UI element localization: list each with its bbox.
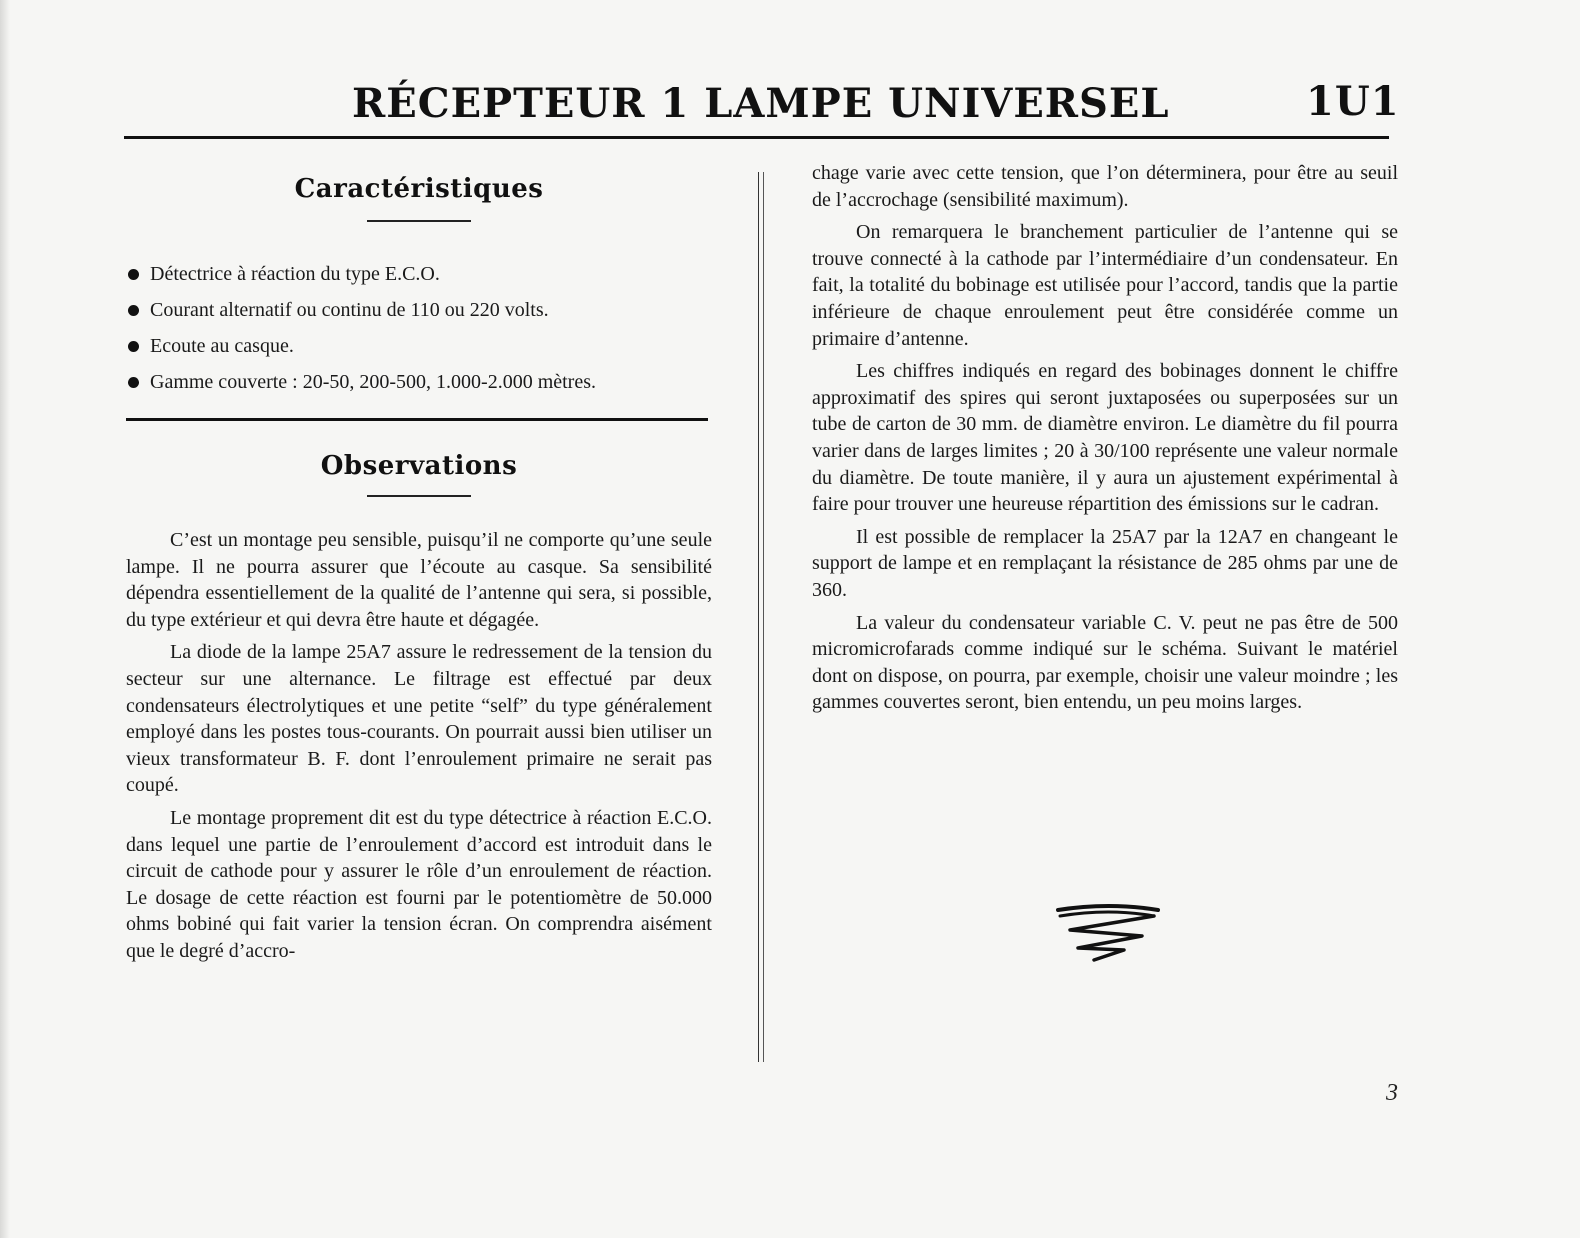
body-paragraph: On remarquera le branchement particulier de l’antenne qui se trouve connecté à la cathode par l’intermédiaire d’un condensateur. En fait, la totalité du bobinage est utilisée pour l’accord, tandis que la partie inférieure de chaque enroulement peut être considérée comme un primaire d’antenne. (812, 221, 1398, 350)
caracteristiques-section (126, 174, 712, 400)
observations-short-rule (367, 495, 471, 497)
bullet-icon (128, 341, 139, 352)
bullet-icon (128, 377, 139, 388)
body-paragraph: La valeur du condensateur variable C. V. peut ne pas être de 500 micromicrofarads comme indiqué sur le schéma. Suivant le matériel dont on dispose, on pourra, par exemple, choisir une valeur moindre ; les gammes couvertes seront, bien entendu, un peu moins larges. (812, 611, 1398, 714)
body-paragraph: Les chiffres indiqués en regard des bobinages donnent le chiffre approximatif des spires qui seront juxtaposées ou superposées sur un tube de carton de 30 mm. de diamètre environ. Le diamètre du fil pourra varier dans de larges limites ; 20 à 30/100 représente une valeur normale du diamètre. De toute manière, il y aura un ajustement expérimental à faire pour trouver une heureuse répartition des émissions sur le cadran. (812, 360, 1398, 516)
feature-item (126, 328, 712, 364)
caracteristiques-short-rule (367, 220, 471, 222)
caracteristiques-heading: Caractéristiques (294, 174, 544, 204)
continuation-paragraph: chage varie avec cette tension, que l’on déterminera, pour être au seuil de l’accrochage (sensibilité maximum). (812, 162, 1398, 211)
left-column (126, 150, 712, 971)
observations-paragraph: C’est un montage peu sensible, puisqu’il ne comporte qu’une seule lampe. Il ne pourra assurer que l’écoute au casque. Sa sensibilité dépendra essentiellement de la qualité de l’antenne qui sera, si possible, du type extérieur et qui devra être haute et dégagée. (126, 529, 712, 631)
right-column (812, 160, 1398, 722)
end-ornament-icon (1054, 900, 1164, 964)
feature-list (126, 256, 712, 400)
page-edge-shadow (0, 0, 10, 1238)
model-code: 1U1 (1306, 78, 1400, 125)
column-divider-secondary (763, 172, 764, 1062)
observations-paragraph: Le montage proprement dit est du type détectrice à réaction E.C.O. dans lequel une partie de l’enroulement d’accord est introduit dans le circuit de cathode pour y assurer le rôle d’un enroulement de réaction. Le dosage de cette réaction est fourni par le potentiomètre de 50.000 ohms bobiné qui fait varier la tension écran. On comprendra aisément que le degré d’accro- (126, 806, 712, 962)
section-rule (126, 418, 708, 421)
feature-text: Courant alternatif ou continu de 110 ou 220 volts. (150, 299, 549, 321)
body-paragraph: Il est possible de remplacer la 25A7 par la 12A7 en changeant le support de lampe et en remplaçant la résistance de 285 ohms par une de 360. (812, 525, 1398, 601)
feature-text: Détectrice à réaction du type E.C.O. (150, 263, 440, 285)
feature-item (126, 292, 712, 328)
feature-item (126, 364, 712, 400)
observations-section (126, 451, 712, 965)
observations-body (126, 527, 712, 965)
column-divider (758, 172, 759, 1062)
page-title: RÉCEPTEUR 1 LAMPE UNIVERSEL (352, 80, 1170, 127)
bullet-icon (128, 269, 139, 280)
feature-text: Ecoute au casque. (150, 335, 294, 357)
page-number: 3 (1386, 1080, 1398, 1106)
observations-heading: Observations (320, 451, 518, 481)
header-rule (124, 136, 1389, 139)
feature-text: Gamme couverte : 20-50, 200-500, 1.000-2.000 mètres. (150, 371, 597, 393)
bullet-icon (128, 305, 139, 316)
feature-item (126, 256, 712, 292)
observations-paragraph: La diode de la lampe 25A7 assure le redressement de la tension du secteur sur une alternance. Le filtrage est effectué par deux condensateurs électrolytiques et une petite “self” du type généralement employé dans les postes tous-courants. On pourrait aussi bien utiliser un vieux transformateur B. F. dont l’enroulement primaire ne serait pas coupé. (126, 641, 712, 797)
